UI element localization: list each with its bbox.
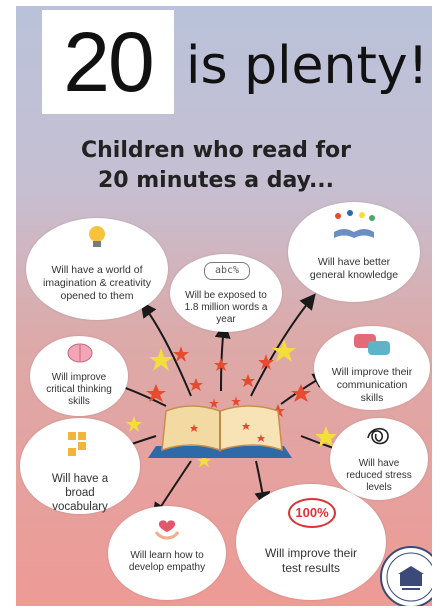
- benefit-communication: Will improve their communication skills: [331, 366, 413, 404]
- star: [272, 339, 296, 362]
- bubble-empathy: [108, 506, 226, 600]
- heart-hands-icon: [154, 516, 180, 540]
- benefit-knowledge: Will have better general knowledge: [309, 256, 399, 281]
- brain-icon: [66, 342, 94, 364]
- title-text: is plenty!: [186, 36, 429, 96]
- bubble-vocabulary: [20, 418, 140, 514]
- benefit-vocabulary: Will have a broad vocabulary: [51, 473, 109, 513]
- scribble-icon: abc%: [204, 262, 250, 280]
- star: [146, 384, 166, 402]
- star: [241, 374, 255, 387]
- school-crest-icon: [382, 548, 432, 606]
- benefit-empathy: Will learn how to develop empathy: [128, 550, 206, 573]
- speech-bubbles-icon: [352, 332, 392, 358]
- scribble-stress-icon: [364, 424, 394, 450]
- benefit-imagination: Will have a world of imagination & creativity opened to them: [43, 264, 151, 302]
- star: [231, 396, 241, 406]
- benefit-stress: Will have reduced stress levels: [346, 458, 412, 493]
- benefit-words: Will be exposed to 1.8 million words a year: [184, 290, 268, 325]
- bubble-critical: [30, 336, 128, 416]
- bubble-imagination: [26, 218, 168, 320]
- bubble-test: [236, 484, 386, 600]
- star: [209, 398, 219, 408]
- school-logo: [380, 546, 432, 606]
- title-number: 20: [63, 15, 153, 109]
- star: [189, 378, 203, 391]
- poster: [16, 6, 432, 606]
- bubble-knowledge: [288, 202, 420, 302]
- star: [126, 416, 142, 432]
- bubble-communication: [314, 326, 430, 410]
- arrow-test: [256, 461, 264, 502]
- subtitle-line-1: Children who read for: [80, 138, 352, 163]
- letter-tiles-icon: [66, 430, 94, 458]
- book: [148, 406, 292, 458]
- bubble-stress: [330, 418, 428, 500]
- star: [149, 348, 173, 371]
- hundred-percent-icon: 100%: [288, 498, 336, 528]
- open-book-icon: [328, 208, 380, 240]
- subtitle-line-2: 20 minutes a day...: [97, 168, 335, 193]
- lightbulb-icon: [86, 224, 108, 250]
- benefit-critical: Will improve critical thinking skills: [46, 372, 112, 407]
- bubble-words: [170, 254, 282, 332]
- benefit-test: Will improve their test results: [264, 546, 357, 575]
